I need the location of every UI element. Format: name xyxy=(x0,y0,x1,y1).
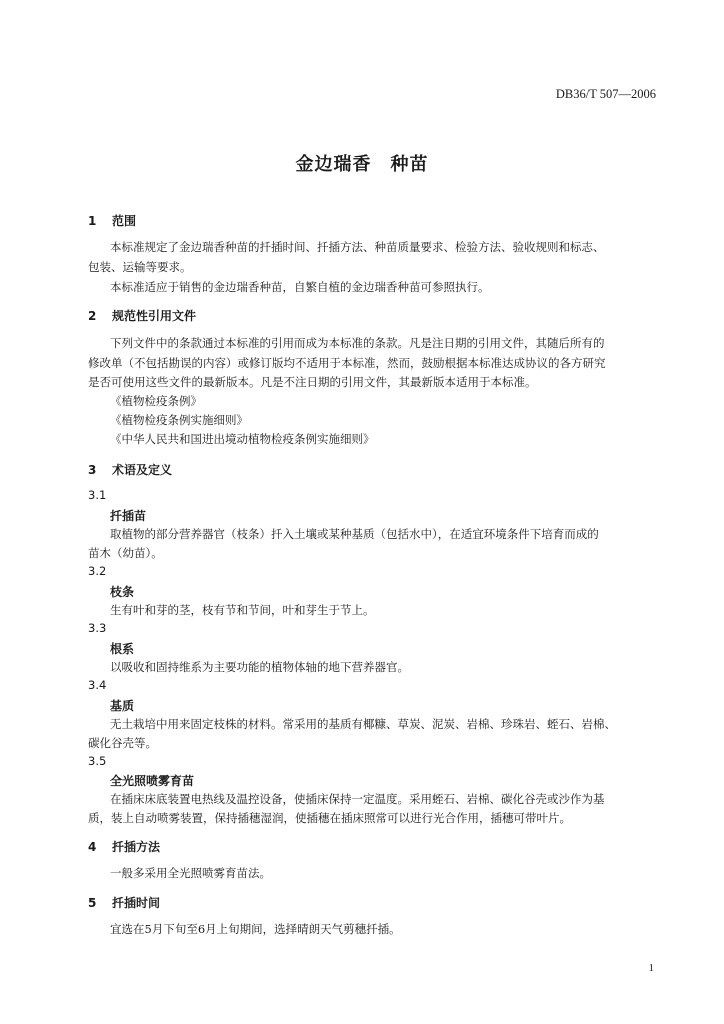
paragraph-line: 下列文件中的条款通过本标准的引用而成为本标准的条款。凡是注日期的引用文件，其随后所有的 xyxy=(110,336,605,350)
subsection-number: 3.1 xyxy=(88,488,107,502)
section-number: 1 xyxy=(88,214,97,228)
definition-line: 质，装上自动喷雾装置，保持插穗湿润，使插穗在插床照常可以进行光合作用，插穗可带叶片。 xyxy=(88,811,571,825)
reference-item: 《植物检疫条例实施细则》 xyxy=(110,413,248,427)
document-title: 金边瑞香 种苗 xyxy=(295,154,429,175)
section-number: 2 xyxy=(88,309,97,323)
definition-line: 苗木（幼苗）。 xyxy=(88,546,163,560)
section-heading-3 xyxy=(88,461,172,478)
section-number: 4 xyxy=(88,840,97,854)
subsection-number: 3.2 xyxy=(88,564,107,578)
term-heading: 扦插苗 xyxy=(110,509,147,523)
section-heading-1 xyxy=(88,212,136,229)
reference-item: 《植物检疫条例》 xyxy=(110,394,202,408)
reference-item: 《中华人民共和国进出境动植物检疫条例实施细则》 xyxy=(110,432,375,446)
section-heading-2 xyxy=(88,307,196,324)
term-heading: 基质 xyxy=(110,699,135,713)
definition-line: 以吸收和固持维系为主要功能的植物体轴的地下营养器官。 xyxy=(110,660,409,674)
definition-line: 在插床床底装置电热线及温控设备，使插床保持一定温度。采用蛭石、岩棉、碳化谷壳或沙作为基 xyxy=(110,792,605,806)
paragraph-line: 是否可使用这些文件的最新版本。凡是不注日期的引用文件，其最新版本适用于本标准。 xyxy=(88,375,537,389)
subsection-number: 3.5 xyxy=(88,754,107,768)
paragraph-line: 包装、运输等要求。 xyxy=(88,260,192,274)
definition-line: 生有叶和芽的茎，枝有节和节间，叶和芽生于节上。 xyxy=(110,603,375,617)
term-heading: 枝条 xyxy=(110,585,135,599)
section-title: 规范性引用文件 xyxy=(112,309,197,323)
page-number: 1 xyxy=(648,962,654,974)
section-heading-5 xyxy=(88,894,160,911)
subsection-number: 3.4 xyxy=(88,678,107,692)
section-title: 术语及定义 xyxy=(112,463,173,477)
subsection-number: 3.3 xyxy=(88,621,107,635)
standard-code: DB36/T 507—2006 xyxy=(555,87,656,101)
term-heading: 根系 xyxy=(110,642,135,656)
section-title: 扦插方法 xyxy=(112,840,161,854)
term-heading: 全光照喷雾育苗 xyxy=(110,774,195,788)
paragraph-line: 一般多采用全光照喷雾育苗法。 xyxy=(110,866,271,880)
definition-line: 取植物的部分营养器官（枝条）扦入土壤或某种基质（包括水中），在适宜环境条件下培育而成的 xyxy=(110,527,599,541)
section-title: 范围 xyxy=(112,214,137,228)
definition-line: 无土栽培中用来固定枝株的材料。常采用的基质有椰糠、草炭、泥炭、岩棉、珍珠岩、蛭石、岩棉、 xyxy=(110,717,616,731)
section-number: 3 xyxy=(88,463,97,477)
section-heading-4 xyxy=(88,838,160,855)
section-number: 5 xyxy=(88,896,97,910)
definition-line: 碳化谷壳等。 xyxy=(88,736,157,750)
paragraph-line: 本标准适应于销售的金边瑞香种苗，自繁自植的金边瑞香种苗可参照执行。 xyxy=(110,280,490,294)
paragraph-line: 宜选在5月下旬至6月上旬期间，选择晴朗天气剪穗扦插。 xyxy=(110,922,401,936)
paragraph-line: 修改单（不包括勘误的内容）或修订版均不适用于本标准，然而，鼓励根据本标准达成协议的各方研究 xyxy=(88,356,606,370)
paragraph-line: 本标准规定了金边瑞香种苗的扦插时间、扦插方法、种苗质量要求、检验方法、验收规则和标志、 xyxy=(110,240,605,254)
section-title: 扦插时间 xyxy=(112,896,161,910)
